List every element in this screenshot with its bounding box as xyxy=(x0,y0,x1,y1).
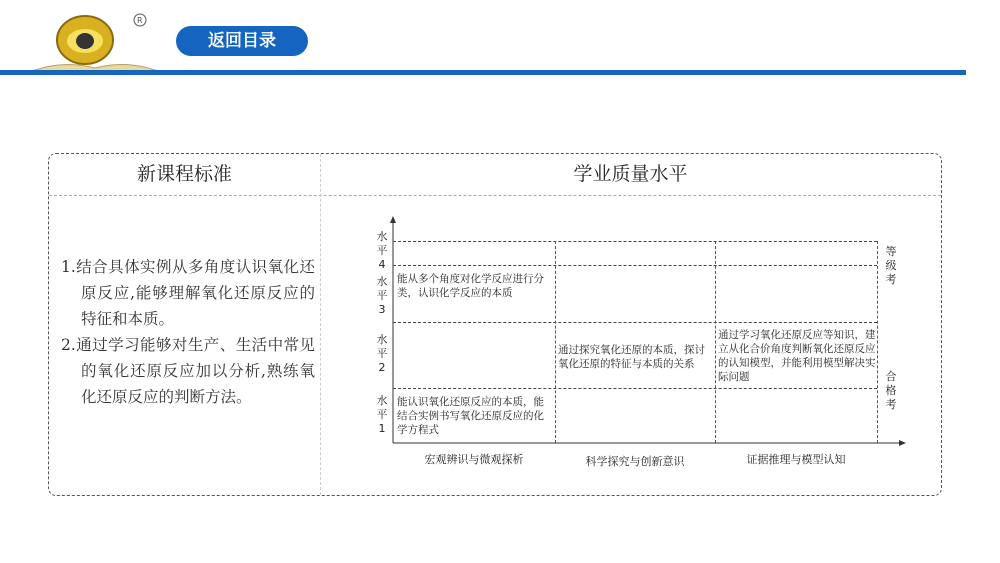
back-to-contents-button[interactable]: 返回目录 xyxy=(176,26,308,56)
grid-line xyxy=(555,241,556,443)
cell-l1-c1: 能认识氧化还原反应的本质，能结合实例书写氧化还原反应的化学方程式 xyxy=(397,396,544,436)
level-label: 水平2 xyxy=(376,333,388,374)
side-label-pass-exam: 合格考 xyxy=(885,370,897,411)
cell-l3-c1: 能从多个角度对化学反应进行分类，认识化学反应的本质 xyxy=(397,273,544,299)
grid-line xyxy=(877,241,878,443)
grid-line xyxy=(393,388,877,389)
grid-line xyxy=(715,241,716,443)
level-label: 水平3 xyxy=(376,275,388,316)
side-label-grade-exam: 等级考 xyxy=(885,245,897,286)
svg-text:R: R xyxy=(137,16,143,25)
standard-item: 1.结合具体实例从多角度认识氧化还原反应,能够理解氧化还原反应的特征和本质。 xyxy=(61,258,315,328)
cell-l2-c2: 通过探究氧化还原的本质，探讨氧化还原的特征与本质的关系 xyxy=(558,344,705,370)
grid-line xyxy=(393,241,877,242)
grid-line xyxy=(393,265,877,266)
cell-l2-c3: 通过学习氧化还原反应等知识，建立从化合价角度判断氧化还原反应的认知模型，并能利用模型解决实际问题 xyxy=(718,329,876,383)
standard-item: 2.通过学习能够对生产、生活中常见的氧化还原反应加以分析,熟练氧化还原反应的判断方法。 xyxy=(61,336,315,406)
x-category: 宏观辨识与微观探析 xyxy=(424,453,524,466)
x-category: 科学探究与创新意识 xyxy=(585,455,685,468)
col-title-quality: 学业质量水平 xyxy=(573,163,688,185)
x-category: 证据推理与模型认知 xyxy=(746,453,846,466)
grid-line xyxy=(393,322,877,323)
col-title-standards: 新课程标准 xyxy=(136,163,232,185)
level-label: 水平1 xyxy=(376,394,388,435)
level-label: 水平4 xyxy=(376,230,388,271)
